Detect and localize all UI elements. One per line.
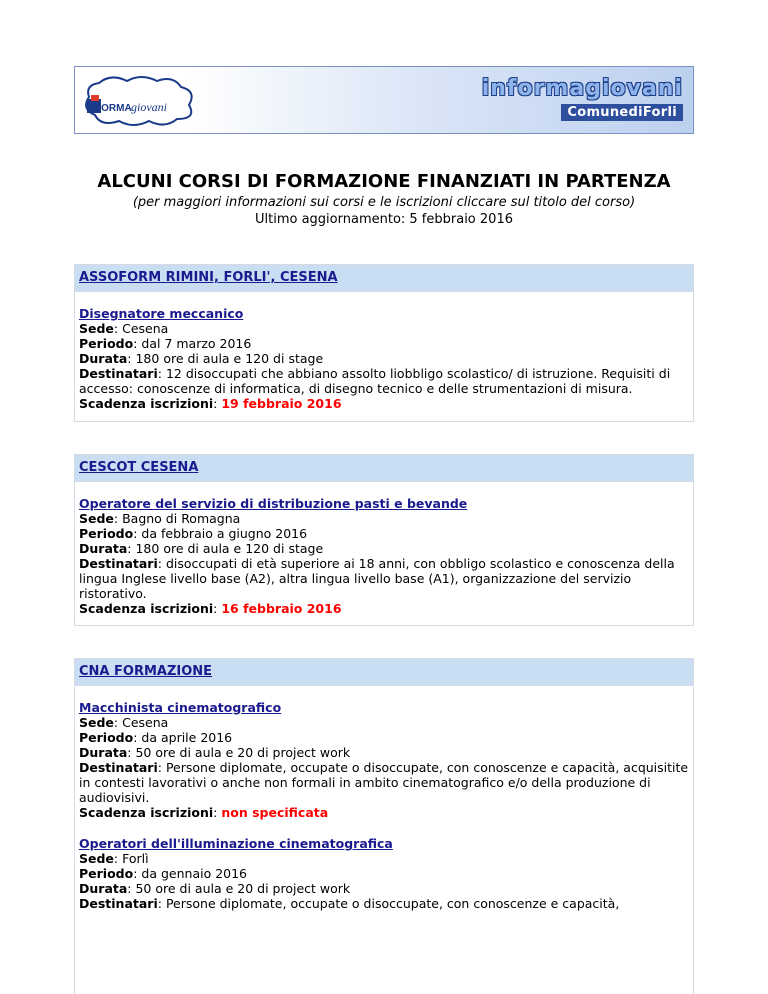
informagiovani-title: informagiovani xyxy=(481,76,683,101)
label-destinatari: Destinatari xyxy=(79,896,158,911)
informagiovani-logo xyxy=(482,77,683,121)
course-sede: Cesena xyxy=(122,321,169,336)
course-periodo: da febbraio a giugno 2016 xyxy=(141,526,308,541)
label-durata: Durata xyxy=(79,351,128,366)
formagiovani-logo-graphic xyxy=(81,73,199,129)
label-periodo: Periodo xyxy=(79,336,134,351)
course-sede: Cesena xyxy=(122,715,169,730)
comune-forli-label: ComunediForli xyxy=(561,104,683,121)
section-body xyxy=(75,482,693,616)
course-item: Disegnatore meccanico Sede: Cesena Periodo: dal 7 marzo 2016 Durata: 180 ore di aula e 120 di stage Destinatari: 12 disoccupati che abbiano assolto liobbligo scolastico/ di istruzione. Requisiti di accesso: conoscenze di informatica, di disegno tecnico e delle strumentazioni di misura. Scadenza iscrizioni: 19 febbraio 2016 xyxy=(79,306,671,411)
section-title-link[interactable]: CESCOT CESENA xyxy=(79,460,199,475)
course-destinatari: Persone diplomate, occupate o disoccupate, con conoscenze e capacità, acquisitite in contesti lavorativi o anche non formali in ambito cinematografico e/o della produzione di audiovisivi. xyxy=(79,760,689,805)
section-cescot xyxy=(74,454,694,626)
label-sede: Sede xyxy=(79,851,114,866)
label-scadenza: Scadenza iscrizioni xyxy=(79,396,214,411)
title-block xyxy=(0,170,768,228)
label-destinatari: Destinatari xyxy=(79,366,158,381)
course-title-link[interactable]: Operatori dell'illuminazione cinematografica xyxy=(79,836,393,851)
label-destinatari: Destinatari xyxy=(79,556,158,571)
label-scadenza: Scadenza iscrizioni xyxy=(79,805,214,820)
header-banner xyxy=(74,66,694,134)
course-item: Operatore del servizio di distribuzione pasti e bevande Sede: Bagno di Romagna Periodo: da febbraio a giugno 2016 Durata: 180 ore di aula e 120 di stage Destinatari: disoccupati di età superiore ai 18 anni, con obbligo scolastico e conoscenza della lingua Inglese livello base (A2), altra lingua livello base (A1), organizzazione del servizio ristorativo. Scadenza iscrizioni: 16 febbraio 2016 xyxy=(79,496,675,616)
course-sede: Bagno di Romagna xyxy=(122,511,241,526)
svg-text:giovani: giovani xyxy=(131,100,167,114)
course-destinatari: 12 disoccupati che abbiano assolto liobbligo scolastico/ di istruzione. Requisiti di accesso: conoscenze di informatica, di disegno tecnico e delle strumentazioni di misura. xyxy=(79,366,671,396)
section-title-link[interactable]: ASSOFORM RIMINI, FORLI', CESENA xyxy=(79,270,338,285)
formagiovani-logo xyxy=(81,73,199,129)
section-header xyxy=(75,265,693,292)
section-body xyxy=(75,292,693,411)
logo-lettering: FORMA xyxy=(95,103,132,114)
label-periodo: Periodo xyxy=(79,730,134,745)
section-header xyxy=(75,659,693,686)
section-header xyxy=(75,455,693,482)
course-title-link[interactable]: Disegnatore meccanico xyxy=(79,306,244,321)
course-durata: 180 ore di aula e 120 di stage xyxy=(135,351,324,366)
section-cna xyxy=(74,658,694,994)
label-periodo: Periodo xyxy=(79,526,134,541)
course-sede: Forlì xyxy=(122,851,149,866)
label-durata: Durata xyxy=(79,541,128,556)
last-updated: Ultimo aggiornamento: 5 febbraio 2016 xyxy=(255,212,513,227)
section-title-link[interactable]: CNA FORMAZIONE xyxy=(79,664,213,679)
course-scadenza: 19 febbraio 2016 xyxy=(221,396,342,411)
label-periodo: Periodo xyxy=(79,866,134,881)
course-durata: 50 ore di aula e 20 di project work xyxy=(135,745,351,760)
course-item: Macchinista cinematografico Sede: Cesena Periodo: da aprile 2016 Durata: 50 ore di aula e 20 di project work Destinatari: Persone diplomate, occupate o disoccupate, con conoscenze e capacità, acquisitite in contesti lavorativi o anche non formali in ambito cinematografico e/o della produzione di audiovisivi. Scadenza iscrizioni: non specificata xyxy=(79,700,689,820)
label-durata: Durata xyxy=(79,745,128,760)
course-periodo: da aprile 2016 xyxy=(141,730,233,745)
label-scadenza: Scadenza iscrizioni xyxy=(79,601,214,616)
course-durata: 50 ore di aula e 20 di project work xyxy=(135,881,351,896)
course-title-link[interactable]: Macchinista cinematografico xyxy=(79,700,282,715)
label-sede: Sede xyxy=(79,321,114,336)
section-assoform xyxy=(74,264,694,422)
course-scadenza: 16 febbraio 2016 xyxy=(221,601,342,616)
course-destinatari: Persone diplomate, occupate o disoccupate, con conoscenze e capacità, xyxy=(165,896,620,911)
page-subtitle: (per maggiori informazioni sui corsi e le iscrizioni cliccare sul titolo del corso) xyxy=(132,195,636,210)
course-title-link[interactable]: Operatore del servizio di distribuzione pasti e bevande xyxy=(79,496,468,511)
course-durata: 180 ore di aula e 120 di stage xyxy=(135,541,324,556)
label-sede: Sede xyxy=(79,715,114,730)
course-destinatari: disoccupati di età superiore ai 18 anni, con obbligo scolastico e conoscenza della lingua Inglese livello base (A2), altra lingua livello base (A1), organizzazione del servizio ristorativo. xyxy=(79,556,675,601)
page-title: ALCUNI CORSI DI FORMAZIONE FINANZIATI IN PARTENZA xyxy=(97,171,671,192)
course-item: Operatori dell'illuminazione cinematografica Sede: Forlì Periodo: da gennaio 2016 Durata: 50 ore di aula e 20 di project work Destinatari: Persone diplomate, occupate o disoccupate, con conoscenze e capacità, xyxy=(79,836,620,911)
label-sede: Sede xyxy=(79,511,114,526)
label-destinatari: Destinatari xyxy=(79,760,158,775)
label-durata: Durata xyxy=(79,881,128,896)
section-body xyxy=(75,686,693,911)
course-periodo: dal 7 marzo 2016 xyxy=(141,336,252,351)
course-periodo: da gennaio 2016 xyxy=(141,866,248,881)
course-scadenza: non specificata xyxy=(221,805,329,820)
